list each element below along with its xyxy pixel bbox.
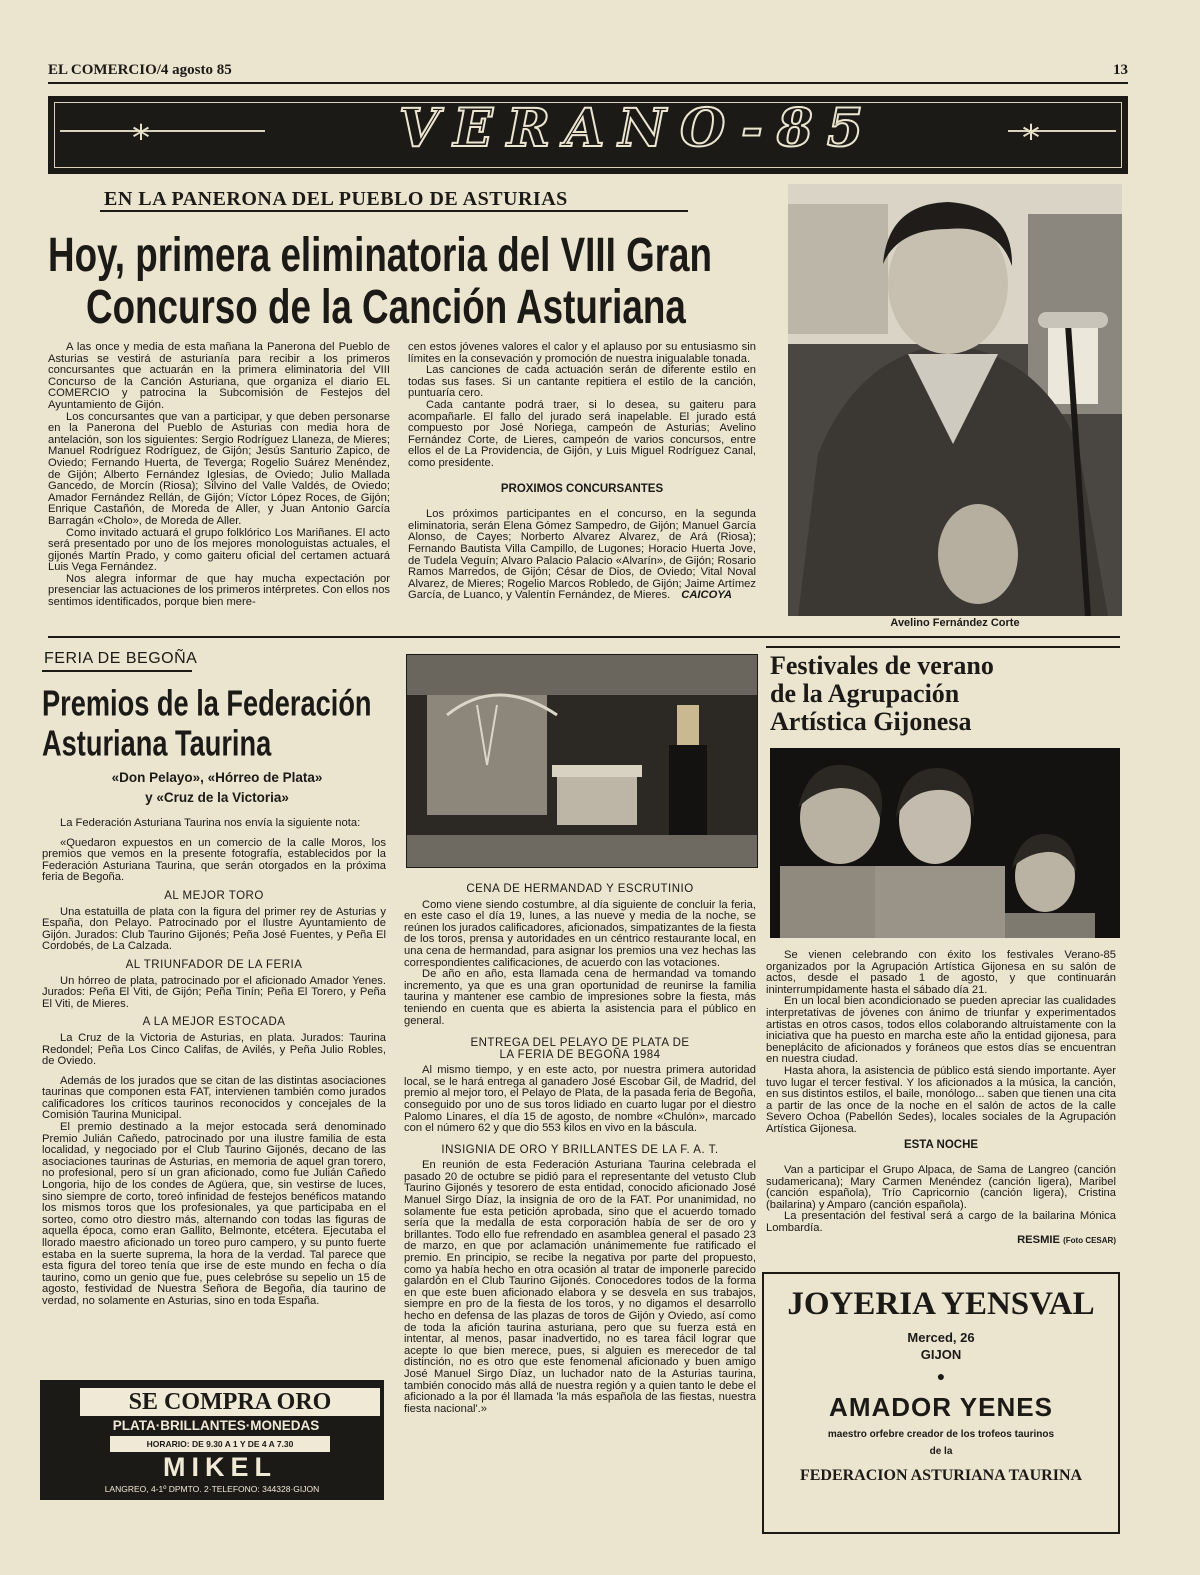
paragraph: A las once y media de esta mañana la Panerona del Pueblo de Asturias se vestirá de asturianía para recibir a los primeros concursantes que actuarán en la primera eliminatoria del VIII Concurso de la Canción Asturiana, que organiza el diario EL COMERCIO y patrocina la Subcomisión de Festejos del Ayuntamiento de Gijón. [48, 341, 390, 411]
article1-kicker: EN LA PANERONA DEL PUEBLO DE ASTURIAS [104, 188, 568, 210]
paragraph: Se vienen celebrando con éxito los festivales Verano-85 organizados por la Agrupación Artística Gijonesa en su salón de actos, desde el pasado 1 de agosto, y que continuarán ininterrumpidamente hasta el sábado día 21. [766, 949, 1116, 996]
gold-buyer-ad [40, 1380, 384, 1500]
jewelry-ad [762, 1272, 1120, 1534]
paragraph: Al mismo tiempo, y en este acto, por nuestra primera autoridad local, se le hará entrega al ganadero José Escobar Gil, de Madrid, del premio al mejor toro, el Pelayo de Plata, de la pasada feria de Begoña, conseguido por uno de sus toros lidiado en cuarto lugar por el diestro Palomo Linares, el día 15 de agosto, de nombre «Chulón», marcado con el número 62 y que dio 553 kilos en vivo en la báscula. [404, 1064, 756, 1135]
paragraph: Además de los jurados que se citan de las distintas asociaciones taurinas que componen esta FAT, intervienen también como jurados calificadores los críticos taurinos reconocidos y concejales de la Comisión Taurina Municipal. [42, 1074, 386, 1122]
paragraph: De año en año, esta llamada cena de hermandad va tomando incremento, ya que es una gran oportunidad de reunirse la familia taurina y mantener ese cambio de impresiones sobre la fiesta, más teniendo en cuenta que es abierta la asistencia para el público en general. [404, 968, 756, 1027]
newspaper-date-line: EL COMERCIO/4 agosto 85 [48, 62, 232, 78]
paragraph: La Federación Asturiana Taurina nos envía la siguiente nota: [60, 817, 361, 829]
headline-line-1: Premios de la Federación [42, 684, 372, 724]
article1-headline [48, 226, 768, 338]
headline-line-2: Concurso de la Canción Asturiana [86, 279, 686, 334]
bullet-icon: ● [936, 1368, 946, 1384]
kicker-underline [100, 210, 688, 212]
headline-line-2: Asturiana Taurina [42, 724, 272, 764]
header-rule [48, 82, 1128, 84]
article2-deck [42, 768, 392, 808]
paragraph: En reunión de esta Federación Asturiana Taurina celebrada el pasado 20 de octubre se pidió para el representante del vetusto Club Taurino Gijonés y tesorero de esta entidad, conocido aficionado José Manuel Sirgo Díaz, la insignia de oro de la FAT. Por unanimidad, no solamente fue esta petición aprobada, sino que el acuerdo tomado sería que la medalla de esta corporación había de ser de oro y brillantes. Todo ello fue refrendado en asamblea general el pasado 23 de marzo, en que por aclamación unánimemente fue ratificado el premio. En principio, se recibe la negativa por parte del propuesto, como ya había hecho en otra ocasión al tratar de imponerle parecido galardón en el Club Taurino Gijonés. Conocedores todos de la forma en que este buen aficionado elabora y se desvela en sus trabajos, siempre en pro de la fiesta de los toros, y no digamos el desarrollo hecho en defensa de las plazas de toros de Gijón y Oviedo, así como de toda la afición taurina asturiana, pero que su fuerza está en intentar, al menos, pasar inadvertido, no es tarea fácil lograr que acepte lo que bien merece, pues, si alguien es merecedor de tal distinción, no es otro que este fenomenal aficionado y buen amigo José Manuel Sirgo Díaz, un luchador nato de la Asturias taurina, también conocido más allá de nuestra región y a quien tanto le debe el aficionado a la por él llamada 'la más española de las fiestas, nuestra fiesta nacional'.» [404, 1159, 756, 1415]
deck-line-2: y «Cruz de la Victoria» [145, 790, 289, 805]
kicker-underline [42, 670, 192, 672]
paragraph: Como viene siendo costumbre, al día siguiente de concluir la feria, en este caso el día 19, lunes, a las nueve y media de la noche, se reúnen los jurados calificadores, aficionados, simpatizantes de la fiesta de los toros, prensa y autoridades en un céntrico restaurante local, en una cena de hermandad, para asignar los premios una vez hechas las correspondientes calificaciones, de acuerdo con las votaciones. [404, 898, 756, 969]
headline-line-2: de la Agrupación [770, 679, 960, 708]
ad-organization: FEDERACION ASTURIANA TAURINA [799, 1467, 1083, 1484]
ad-de-la: de la [929, 1446, 953, 1457]
article2-column-1 [42, 818, 386, 1308]
ad-description: maestro orfebre creador de los trofeos taurinos [827, 1429, 1055, 1440]
ad-address: LANGREO, 4-1º DPMTO. 2·TELEFONO: 344328·GIJON [104, 1484, 320, 1494]
deck-line-1: «Don Pelayo», «Hórreo de Plata» [111, 770, 323, 785]
paragraph: La Cruz de la Victoria de Asturias, en plata. Jurados: Taurina Redondel; Peña Los Cinco Califas, de Avilés, y Peña Julio Robles, de Oviedo. [42, 1031, 386, 1068]
paragraph: Nos alegra informar de que hay mucha expectación por presenciar las actuaciones de los primeros intérpretes. Con ellos nos sentimos identificados, porque bien mere- [48, 572, 391, 609]
paragraph: Las canciones de cada actuación serán de diferente estilo en todas sus fases. Si un cantante repitiera el estilo de la canción, puntuaría cero. [408, 364, 756, 400]
article3-body [766, 950, 1116, 1246]
paragraph: En un local bien acondicionado se pueden apreciar las cualidades interpretativas de jóvenes con ánimo de triunfar y experimentados artistas en otros casos, todos ellos colaborando altruistamente con la iniciativa que ha puesto en marcha este año la entidad gijonesa, para beneplácito de aficionados y foráneos que estos días se encuentran en nuestra ciudad. [766, 995, 1116, 1066]
section-divider [48, 636, 1120, 638]
article1-column-2 [408, 342, 756, 601]
subheading-line-1: ENTREGA DEL PELAYO DE PLATA DE [470, 1037, 690, 1050]
subheading-line-2: LA FERIA DE BEGOÑA 1984 [499, 1049, 661, 1062]
banner-star-left: * [132, 118, 150, 159]
ad-city: GIJON [920, 1347, 962, 1362]
trophies-photo [406, 654, 758, 868]
singer-photo [788, 184, 1122, 616]
author-signature: RESMIE [1017, 1233, 1060, 1246]
paragraph: La presentación del festival será a cargo de la bailarina Mónica Lombardía. [766, 1210, 1116, 1235]
subheading: AL MEJOR TORO [164, 889, 264, 902]
article2-kicker: FERIA DE BEGOÑA [44, 650, 198, 667]
article2-headline [42, 684, 392, 764]
subheading: INSIGNIA DE ORO Y BRILLANTES DE LA F. A. T. [441, 1143, 719, 1156]
column-top-rule [766, 646, 1120, 648]
article3-headline [770, 652, 1120, 736]
page-number: 13 [1113, 62, 1128, 78]
article2-column-2 [404, 884, 756, 1415]
subheading: ESTA NOCHE [903, 1138, 979, 1151]
photo-credit: (Foto CESAR) [1063, 1235, 1116, 1245]
ad-person-name: AMADOR YENES [829, 1392, 1053, 1422]
photo-caption: Avelino Fernández Corte [890, 617, 1020, 629]
paragraph: Los próximos participantes en el concurso, en la segunda eliminatoria, serán Elena Gómez Sampedro, de Gijón; Manuel García Alonso, de Cayes; Norberto Alvarez Alvarez, de Ará (Riosa); Fernando Bautista Villa Campillo, de Lugones; Horacio Huerta Jove, de Tudela Veguín; Alvaro Palacio Palacio «Alvarín», de Gijón; Rosario Ramos Marredos, de Gijón; César de Dios, de Oviedo; Vital Noval Alvarez, de Mieres; Rogelio Marcos Robledo, de Gijón; Jaime Artímez García, de Luanco, y Valentín Fernández, de Mieres. [408, 508, 756, 602]
headline-line-1: Festivales de verano [770, 651, 994, 680]
subheading: PROXIMOS CONCURSANTES [500, 482, 664, 495]
ad-products: PLATA·BRILLANTES·MONEDAS [112, 1418, 320, 1433]
article1-column-1 [48, 342, 390, 609]
subheading: A LA MEJOR ESTOCADA [142, 1016, 286, 1029]
paragraph: Cada cantante podrá traer, si lo desea, su gaiteru para acompañarle. El fallo del jurado será inapelable. El jurado está compuesto por José Noriega, campeón de Asturias; Avelino Fernández Corte, de Lieres, campeón de varios concursos, entre ellos el de La Providencia, de Gijón, y Luis Miguel Rodríguez Canal, como presidente. [408, 398, 756, 469]
ad-title: JOYERIA YENSVAL [787, 1286, 1095, 1322]
banner-rule-left [60, 130, 265, 132]
headline-line-1: Hoy, primera eliminatoria del VIII Gran [48, 227, 712, 282]
banner-star-right: * [1022, 118, 1040, 159]
section-banner [48, 96, 1128, 174]
subheading: CENA DE HERMANDAD Y ESCRUTINIO [466, 883, 694, 895]
paragraph: Un hórreo de plata, patrocinado por el aficionado Amador Yenes. Jurados: Peña El Viti, de Gijón; Peña Tinín; Peña El Torero, y Peña El Viti, de Mieres. [42, 974, 386, 1010]
photo-image [788, 184, 1122, 616]
ad-hours: HORARIO: DE 9.30 A 1 Y DE 4 A 7.30 [110, 1436, 330, 1452]
subheading: AL TRIUNFADOR DE LA FERIA [125, 958, 303, 971]
paragraph: Como invitado actuará el grupo folklórico Los Mariñanes. El acto será presentado por uno de los mejores monologuistas actuales, el gijonés Martín Prado, y como gaiteru oficial del certamen actuará Luis Vega Fernández. [48, 526, 390, 574]
paragraph: Una estatuilla de plata con la figura del primer rey de Asturias y España, don Pelayo. Patrocinado por el Ilustre Ayuntamiento de Gijón. Jurados: Club Taurino Gijonés; Peña José Fuentes, y Peña El Cordobés, de La Calzada. [42, 905, 386, 953]
author-signature: CAICOYA [681, 588, 732, 601]
paragraph: Los concursantes que van a participar, y que deben personarse en la Panerona del Pueblo de Asturias con media hora de antelación, son los siguientes: Sergio Rodríguez Llaneza, de Mieres; Manuel Rodríguez Rodríguez, de Gijón; Jesús Santurio Zapico, de Oviedo; Fernando Huerta, de Teverga; Rogelio Suárez Menéndez, de Gijón; Alberto Fernández Iglesias, de Oviedo; Julio Mallada Gancedo, de Morcín (Riosa); Silvino del Valle Valdés, de Oviedo; Amador Fernández Rellán, de Gijón; Víctor López Roces, de Gijón; Enrique Castañón, de Moreda de Aller, y Juan Antonio García Barragán «Cholo», de Moreda de Aller. [48, 410, 390, 527]
ad-address: Merced, 26 [907, 1330, 975, 1345]
paragraph: «Quedaron expuestos en un comercio de la calle Moros, los premios que vemos en la presente fotografía, establecidos por la Federación Asturiana Taurina, que serán otorgados en la próxima feria de Begoña. [42, 836, 386, 884]
banner-title: VERANO-85 [398, 98, 878, 159]
paragraph: Hasta ahora, la asistencia de público está siendo importante. Ayer tuvo lugar el tercer festival. Y los aficionados a la música, la canción, en sus distintos estilos, el baile, monólogo... saben que tienen una cita a partir de las once de la noche en el salón de actos de la calle Severo Ochoa (Pabellón Sedes), locales sociales de la Agrupación Artística Gijonesa. [766, 1064, 1116, 1135]
photo-image [770, 748, 1120, 938]
ad-shop-name: MIKEL [163, 1452, 277, 1482]
ad-headline: SE COMPRA ORO [80, 1388, 380, 1416]
headline-line-3: Artística Gijonesa [770, 707, 972, 736]
photo-image [407, 655, 757, 867]
children-photo [770, 748, 1120, 938]
paragraph: El premio destinado a la mejor estocada será denominado Premio Julián Cañedo, patrocinado por una ilustre familia de esta localidad, y negociado por el Club Taurino Gijonés, decano de las asociaciones taurinas de Asturias, en memoria de aquel gran torero, no profesional, pero sí un gran aficionado, como fue Julián Cañedo Longoria, hijo de los condes de Agüera, que, sin vestirse de luces, sino siempre de corto, toreó infinidad de festejos benéficos matando los mismos toros que los profesionales, ya que participaba en el sorteo, como otro diestro más, alternando con todas las figuras de aquella época, como eran Gallito, Belmonte, etcétera. Ejecutaba el llorado maestro aficionado un toreo puro campero, y su punto fuerte estaba en la suerte suprema, la hora de la verdad. Tal parece que esta figura del toreo tenía que irse de este mundo en fecha o día taurino, como un genio que fue, pues celebróse su sepelio un 15 de agosto, festividad de Nuestra Señora de Begoña, día taurino de verdad, no solamente en Asturias, sino en toda España. [42, 1121, 386, 1307]
paragraph: Van a participar el Grupo Alpaca, de Sama de Langreo (canción sudamericana); Mary Carmen Menéndez (canción ligera), Maribel (canción española), Trío Capricornio (canción ligera), Cristina (bailarina) y Amparo (canción española). [766, 1164, 1116, 1211]
paragraph: cen estos jóvenes valores el calor y el aplauso por su entusiasmo sin límites en la consevación y promoción de nuestra inigualable tonada. [408, 341, 756, 365]
